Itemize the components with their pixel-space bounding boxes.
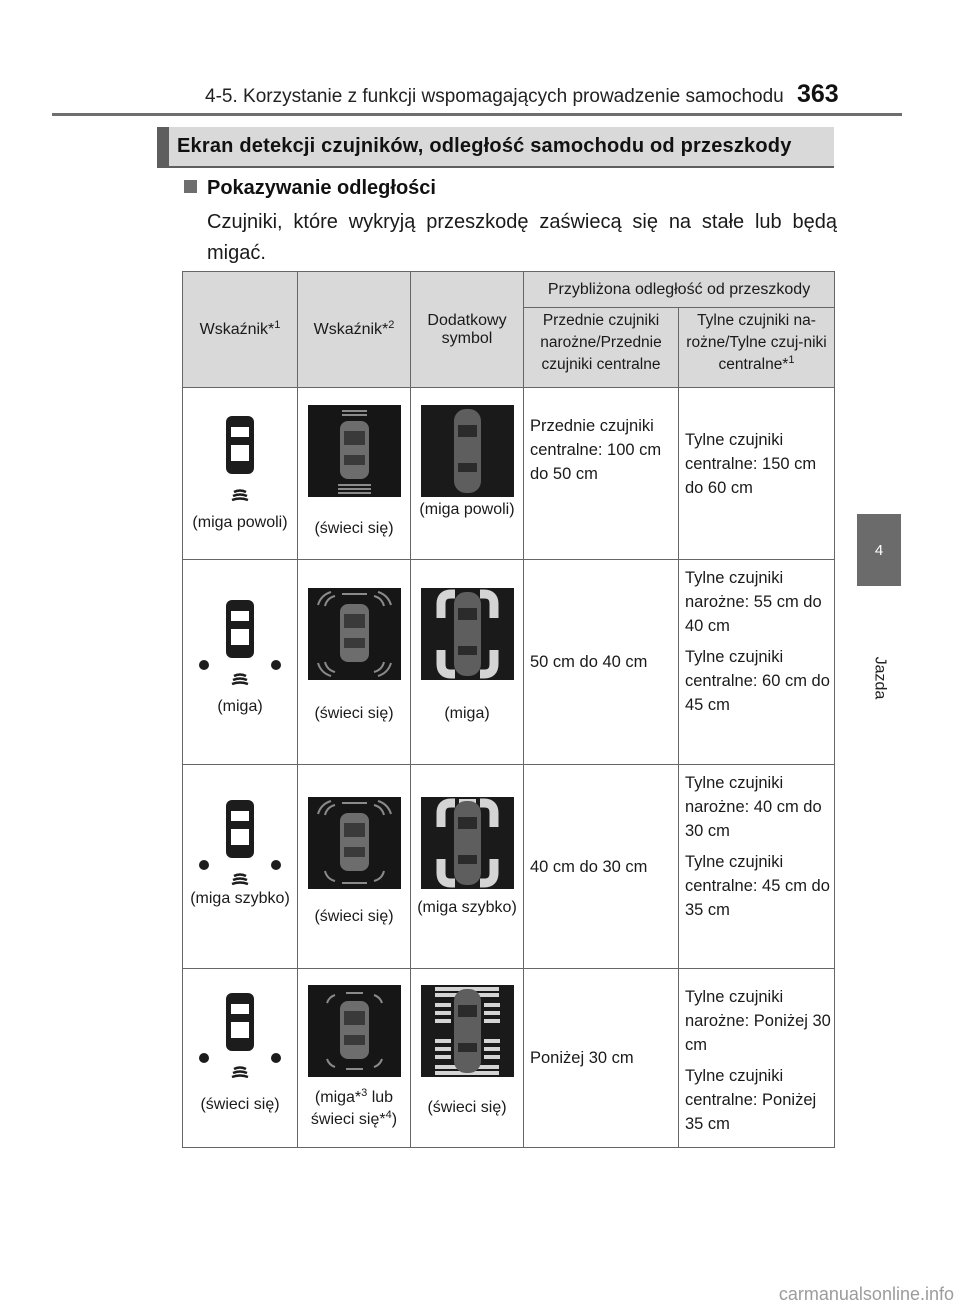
- extra-symbol-cell: [411, 969, 524, 1148]
- running-header: 4-5. Korzystanie z funkcji wspomagających prowadzenie samochodu: [205, 86, 784, 107]
- extra-symbol-caption: (miga): [444, 705, 490, 722]
- header-extra-symbol: Dodatkowy symbol: [411, 272, 524, 388]
- indicator2-cell: [298, 560, 411, 765]
- rear-distance-cell: [679, 560, 835, 765]
- indicator1-cell: [183, 969, 298, 1148]
- header-divider: [52, 113, 902, 116]
- extra-symbol-cell: [411, 765, 524, 969]
- rear-distance-text: Tylne czujniki centralne: 150 cm do 60 cm: [685, 431, 817, 497]
- indicator1-caption: (miga): [217, 698, 263, 715]
- sensor-display-image: [308, 985, 401, 1077]
- header-rear-sensors: Tylne czujniki na-rożne/Tylne czuj-niki centralne*$^1$: [679, 308, 835, 388]
- rear-distance-cell: [679, 388, 835, 560]
- car-sensor-icon: [198, 598, 282, 686]
- car-sensor-icon: [198, 798, 282, 886]
- extra-symbol-image: [421, 985, 514, 1077]
- rear-distance-text: Tylne czujniki narożne: 40 cm do 30 cm: [685, 774, 822, 840]
- header-approx-distance: Przybliżona odległość od przeszkody: [524, 272, 835, 308]
- intro-paragraph: Czujniki, które wykryją przeszkodę zaświecą się na stałe lub będą migać.: [207, 211, 837, 264]
- extra-symbol-caption: (świeci się): [427, 1099, 507, 1116]
- car-sensor-icon: [210, 414, 270, 502]
- extra-symbol-image: [421, 405, 514, 497]
- rear-distance-cell: [679, 969, 835, 1148]
- indicator1-cell: [183, 765, 298, 969]
- distance-table: [182, 271, 835, 1148]
- section-heading: Ekran detekcji czujników, odległość samochodu od przeszkody: [157, 127, 834, 166]
- header-front-sensors: Przednie czujniki narożne/Przednie czujniki centralne: [524, 308, 679, 388]
- indicator2-caption: (świeci się): [314, 908, 394, 925]
- chapter-tab[interactable]: [857, 514, 901, 586]
- extra-symbol-cell: [411, 560, 524, 765]
- table-row: [183, 969, 835, 1148]
- rear-distance-cell: [679, 765, 835, 969]
- chapter-number: 4: [874, 541, 884, 559]
- section-heading-rule: [157, 166, 834, 168]
- indicator1-caption: (miga szybko): [190, 890, 290, 907]
- table-row: [183, 388, 835, 560]
- extra-symbol-cell: [411, 388, 524, 560]
- page-number: 363: [797, 80, 839, 108]
- rear-distance-text: Tylne czujniki centralne: 45 cm do 35 cm: [685, 853, 830, 919]
- header-indicator-2: Wskaźnik*$^2$: [298, 272, 411, 388]
- chapter-label-text: Jazda: [871, 656, 889, 700]
- watermark: carmanualsonline.info: [778, 1284, 954, 1304]
- rear-distance-text: Tylne czujniki narożne: 55 cm do 40 cm: [685, 569, 822, 635]
- indicator2-caption: (miga*$^3$ lub świeci się*$^4$): [310, 1087, 398, 1128]
- indicator2-cell: [298, 969, 411, 1148]
- extra-symbol-image: [421, 797, 514, 889]
- indicator1-caption: (miga powoli): [192, 514, 288, 531]
- sensor-display-image: [308, 588, 401, 680]
- front-distance-cell: 50 cm do 40 cm: [524, 560, 679, 765]
- chapter-label: [860, 648, 898, 708]
- front-distance-cell: 40 cm do 30 cm: [524, 765, 679, 969]
- indicator2-caption: (świeci się): [314, 705, 394, 722]
- extra-symbol-image: [421, 588, 514, 680]
- rear-distance-text: Tylne czujniki narożne: Poniżej 30 cm: [685, 988, 831, 1054]
- indicator1-cell: [183, 560, 298, 765]
- front-distance-cell: Przednie czujniki centralne: 100 cm do 50 cm: [524, 388, 679, 560]
- indicator1-caption: (świeci się): [200, 1096, 280, 1113]
- indicator2-cell: [298, 388, 411, 560]
- front-distance-cell: Poniżej 30 cm: [524, 969, 679, 1148]
- table-row: [183, 560, 835, 765]
- extra-symbol-caption: (miga szybko): [417, 899, 517, 916]
- square-bullet-icon: [184, 180, 197, 193]
- subheading: [184, 177, 436, 200]
- indicator2-caption: (świeci się): [314, 520, 394, 537]
- car-sensor-icon: [198, 991, 282, 1079]
- rear-distance-text: Tylne czujniki centralne: 60 cm do 45 cm: [685, 648, 830, 714]
- indicator1-cell: [183, 388, 298, 560]
- sensor-display-image: [308, 797, 401, 889]
- header-indicator-1: Wskaźnik*$^1$: [183, 272, 298, 388]
- sensor-display-image: [308, 405, 401, 497]
- indicator2-cell: [298, 765, 411, 969]
- rear-distance-text: Tylne czujniki centralne: Poniżej 35 cm: [685, 1067, 817, 1133]
- table-row: [183, 765, 835, 969]
- subheading-text: Pokazywanie odległości: [207, 177, 436, 199]
- extra-symbol-caption: (miga powoli): [419, 501, 515, 518]
